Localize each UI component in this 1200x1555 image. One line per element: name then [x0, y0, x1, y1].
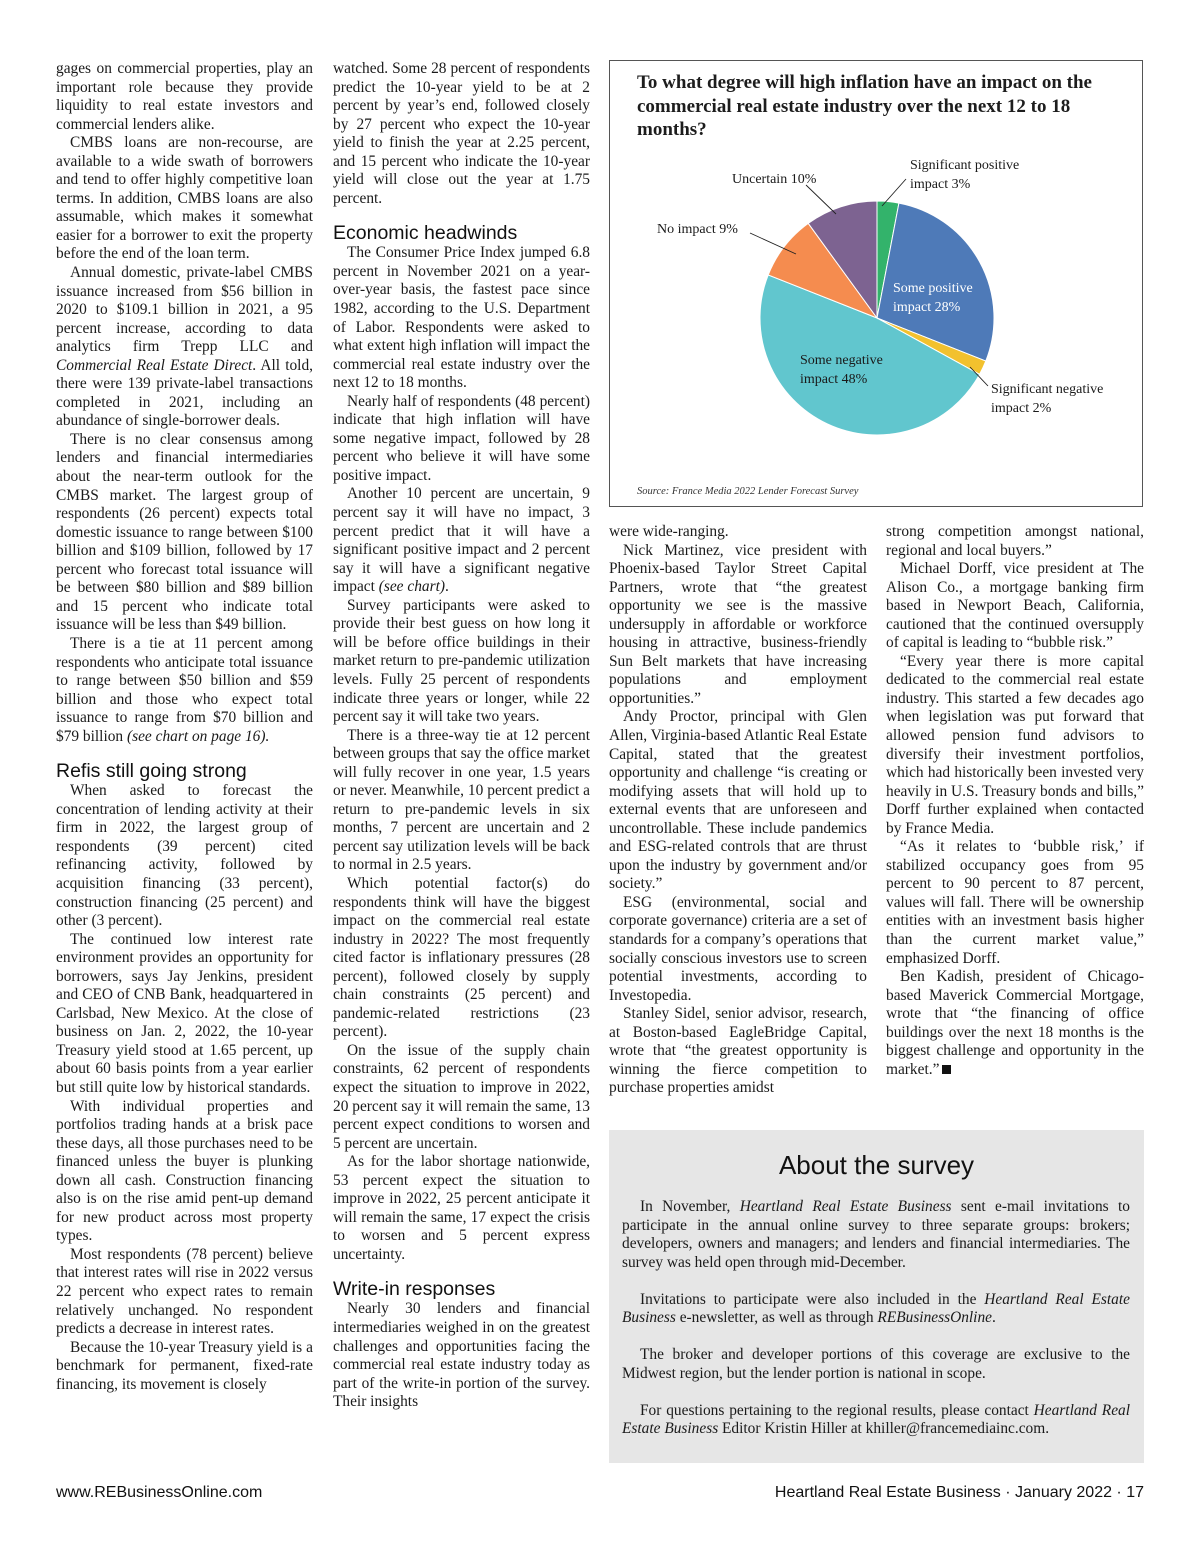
paragraph: Invitations to participate were also included in the Heartland Real Estate Business e-newsletter, as well as through REBusinessOnline.	[622, 1290, 1130, 1327]
paragraph: Most respondents (78 percent) believe that interest rates will rise in 2022 versus 22 percent who expect rates to remain relatively unchanged. No respondent predicts a decrease in interest rates.	[56, 1245, 313, 1338]
paragraph: were wide-ranging.	[609, 523, 729, 540]
survey-body	[622, 1198, 1130, 1457]
paragraph: “Every year there is more capital dedicated to the commercial real estate industry. This started a few decades ago when legislation was put forward that allowed pension fund advisors to diversify their investment portfolios, which had historically been invested very heavily in U.S. Treasury bonds and bills,” Dorff further explained when contacted by France Media.	[886, 652, 1144, 837]
slice-label: Uncertain 10%	[732, 172, 817, 187]
paragraph: Nick Martinez, vice president with Phoenix-based Taylor Street Capital Partners, wrote that “the greatest opportunity we see is the massive undersupply in affordable or workforce housing in attractive, business-friendly Sun Belt markets that have increasing populations and employment opportunities.”	[609, 541, 867, 707]
slice-label: Some negative impact 48%	[800, 353, 883, 387]
paragraph: There is no clear consensus among lenders and financial intermediaries about the near-term outlook for the CMBS market. The largest group of respondents (26 percent) expects total domestic issuance to range between $100 billion and $109 billion, followed by 17 percent who forecast total issuance will be between $80 billion and $89 billion and 15 percent who indicate total issuance will be less than $49 billion.	[56, 430, 313, 634]
slice-label: Some positive impact 28%	[893, 281, 973, 315]
paragraph: Because the 10-year Treasury yield is a benchmark for permanent, fixed-rate financing, its movement is closely	[56, 1338, 313, 1393]
slice-label: No impact 9%	[657, 222, 738, 237]
about-survey-box	[609, 1130, 1144, 1463]
paragraph: The broker and developer portions of this coverage are exclusive to the Midwest region, but the lender portion is national in scope.	[622, 1346, 1130, 1382]
paragraph: CMBS loans are non-recourse, are available to a wide swath of borrowers and tend to offer highly competitive loan terms. In addition, CMBS loans are also assumable, which makes it somewhat easier for a borrower to exit the property before the end of the loan term.	[56, 134, 313, 263]
pie-chart	[610, 61, 1142, 506]
slice-label: Significant positive impact 3%	[910, 158, 1020, 192]
paragraph: The Consumer Price Index jumped 6.8 percent in November 2021 on a year-over-year basis, the fastest pace since 1982, according to the U.S. Department of Labor. Respondents were asked to what extent high inflation will impact the commercial real estate industry over the next 12 to 18 months.	[333, 244, 590, 392]
footer-website[interactable]: www.REBusinessOnline.com	[56, 1484, 263, 1501]
article-column-3	[609, 523, 867, 1098]
paragraph: Nearly half of respondents (48 percent) indicate that high inflation will have some negative impact, followed by 28 percent who believe it will have some positive impact.	[333, 392, 590, 484]
chart-source: Source: France Media 2022 Lender Forecast Survey	[637, 486, 859, 497]
paragraph: On the issue of the supply chain constraints, 62 percent of respondents expect the situation to improve in 2022, 20 percent say it will remain the same, 13 percent expect conditions to worsen and 5 percent are uncertain.	[333, 1041, 590, 1152]
article-column-4	[886, 523, 1144, 1079]
paragraph: watched. Some 28 percent of respondents predict the 10-year yield to be at 2 percent by year’s end, followed closely by 27 percent who expect the 10-year yield to finish the year at 2.25 percent, and 15 percent who indicate the 10-year yield will close out the year at 1.75 percent.	[333, 60, 590, 207]
article-column-2	[333, 60, 590, 1412]
paragraph: strong competition amongst national, regional and local buyers.”	[886, 523, 1144, 559]
footer-publication-info: Heartland Real Estate Business · January 2022 · 17	[774, 1484, 1144, 1501]
paragraph: There is a three-way tie at 12 percent between groups that say the office market will fully recover in one year, 1.5 years or never. Meanwhile, 10 percent predict a return to pre-pandemic levels in six months, 7 percent are uncertain and 2 percent say utilization levels will be back to normal in 2.5 years.	[333, 726, 590, 874]
survey-title: About the survey	[778, 1150, 975, 1180]
end-mark-icon	[942, 1065, 951, 1074]
inflation-impact-chart	[609, 60, 1143, 507]
paragraph: In November, Heartland Real Estate Business sent e-mail invitations to participate in the annual online survey to three separate groups: brokers; developers, owners and managers; and lenders and financial intermediaries. The survey was held open through mid-December.	[622, 1198, 1130, 1271]
paragraph: “As it relates to ‘bubble risk,’ if stabilized occupancy goes from 95 percent to 90 percent to 87 percent, values will fall. There will be ownership entities with an investment basis higher than the current market value,” emphasized Dorff.	[886, 838, 1144, 967]
section-heading: Economic headwinds	[333, 222, 518, 245]
paragraph: Nearly 30 lenders and financial intermediaries weighed in on the greatest challenges and opportunities facing the commercial real estate industry today as part of the write-in portion of the survey. Their insights	[333, 1300, 590, 1411]
paragraph: Annual domestic, private-label CMBS issuance increased from $56 billion in 2020 to $109.1 billion in 2021, a 95 percent increase, according to data analytics firm Trepp LLC and Commercial Real Estate Direct. All told, there were 139 private-label transactions completed in 2021, including an abundance of single-borrower deals.	[56, 264, 313, 430]
leader-line	[806, 185, 836, 214]
slice-label: Significant negative impact 2%	[991, 382, 1104, 416]
paragraph: ESG (environmental, social and corporate governance) criteria are a set of standards for a company’s operations that socially conscious investors use to screen potential investments, according to Investopedia.	[609, 893, 867, 1004]
paragraph: Stanley Sidel, senior advisor, research, at Boston-based EagleBridge Capital, wrote that “the greatest opportunity is winning the fierce competition to purchase properties amidst	[609, 1005, 867, 1097]
paragraph: Ben Kadish, president of Chicago-based Maverick Commercial Mortgage, wrote that “the financing of office buildings over the next 18 months is the biggest challenge and opportunity in the market.”	[886, 968, 1144, 1078]
article-column-1	[56, 60, 313, 1394]
paragraph: For questions pertaining to the regional results, please contact Heartland Real Estate Business Editor Kristin Hiller at khiller@francemediainc.com.	[622, 1401, 1130, 1438]
paragraph: The continued low interest rate environment provides an opportunity for borrowers, says Jay Jenkins, president and CEO of CNB Bank, headquartered in Carlsbad, New Mexico. At the close of business on Jan. 2, 2022, the 10-year Treasury yield stood at 1.65 percent, up about 60 basis points from a year earlier but still quite low by historical standards.	[56, 930, 313, 1096]
paragraph: There is a tie at 11 percent among respondents who anticipate total issuance to range between $50 billion and $59 billion and those who expect total issuance to range from $70 billion and $79 billion (see chart on page 16).	[56, 634, 313, 745]
paragraph: When asked to forecast the concentration of lending activity at their firm in 2022, the largest group of respondents (39 percent) cited refinancing activity, followed by acquisition financing (33 percent), construction financing (25 percent) and other (3 percent).	[56, 782, 313, 930]
paragraph: Another 10 percent are uncertain, 9 percent say it will have no impact, 3 percent predict that it will have a significant positive impact and 2 percent say it will have a significant negative impact (see chart).	[333, 485, 590, 596]
chart-title: To what degree will high inflation have an impact on the commercial real estate industry over the next 12 to 18 months?	[637, 72, 1092, 140]
paragraph: Which potential factor(s) do respondents think will have the biggest impact on the commercial real estate industry in 2022? The most frequently cited factor is inflationary pressures (28 percent), followed closely by supply chain constraints (25 percent) and pandemic-related restrictions (23 percent).	[333, 874, 590, 1041]
paragraph: Michael Dorff, vice president at The Alison Co., a mortgage banking firm based in Newport Beach, California, cautioned that the continued oversupply of capital is leading to “bubble risk.”	[886, 560, 1144, 652]
paragraph: As for the labor shortage nationwide, 53 percent expect the situation to improve in 2022, 25 percent anticipate it will remain the same, 17 expect the crisis to worsen and 5 percent express uncertainty.	[333, 1153, 590, 1263]
paragraph: Survey participants were asked to provide their best guess on how long it will be before office buildings in their market return to pre-pandemic utilization levels. Fully 25 percent of respondents indicate three years or longer, while 22 percent say it will take two years.	[333, 596, 590, 726]
section-heading: Write-in responses	[333, 1278, 496, 1301]
section-heading: Refis still going strong	[56, 760, 247, 783]
paragraph: With individual properties and portfolios trading hands at a brisk pace these days, all those purchases need to be financed unless the buyer is plunking down all cash. Construction financing also is on the rise amid pent-up demand for new product across most property types.	[56, 1097, 313, 1245]
paragraph: Andy Proctor, principal with Glen Allen, Virginia-based Atlantic Real Estate Capital, stated that the greatest opportunity and challenge “is creating or modifying assets that will hold up to external events that are unforeseen and uncontrollable. These include pandemics and ESG-related controls that are thrust upon the industry by government and/or society.”	[609, 708, 867, 893]
paragraph: gages on commercial properties, play an important role because they provide liquidity to real estate investors and commercial lenders alike.	[56, 60, 313, 133]
